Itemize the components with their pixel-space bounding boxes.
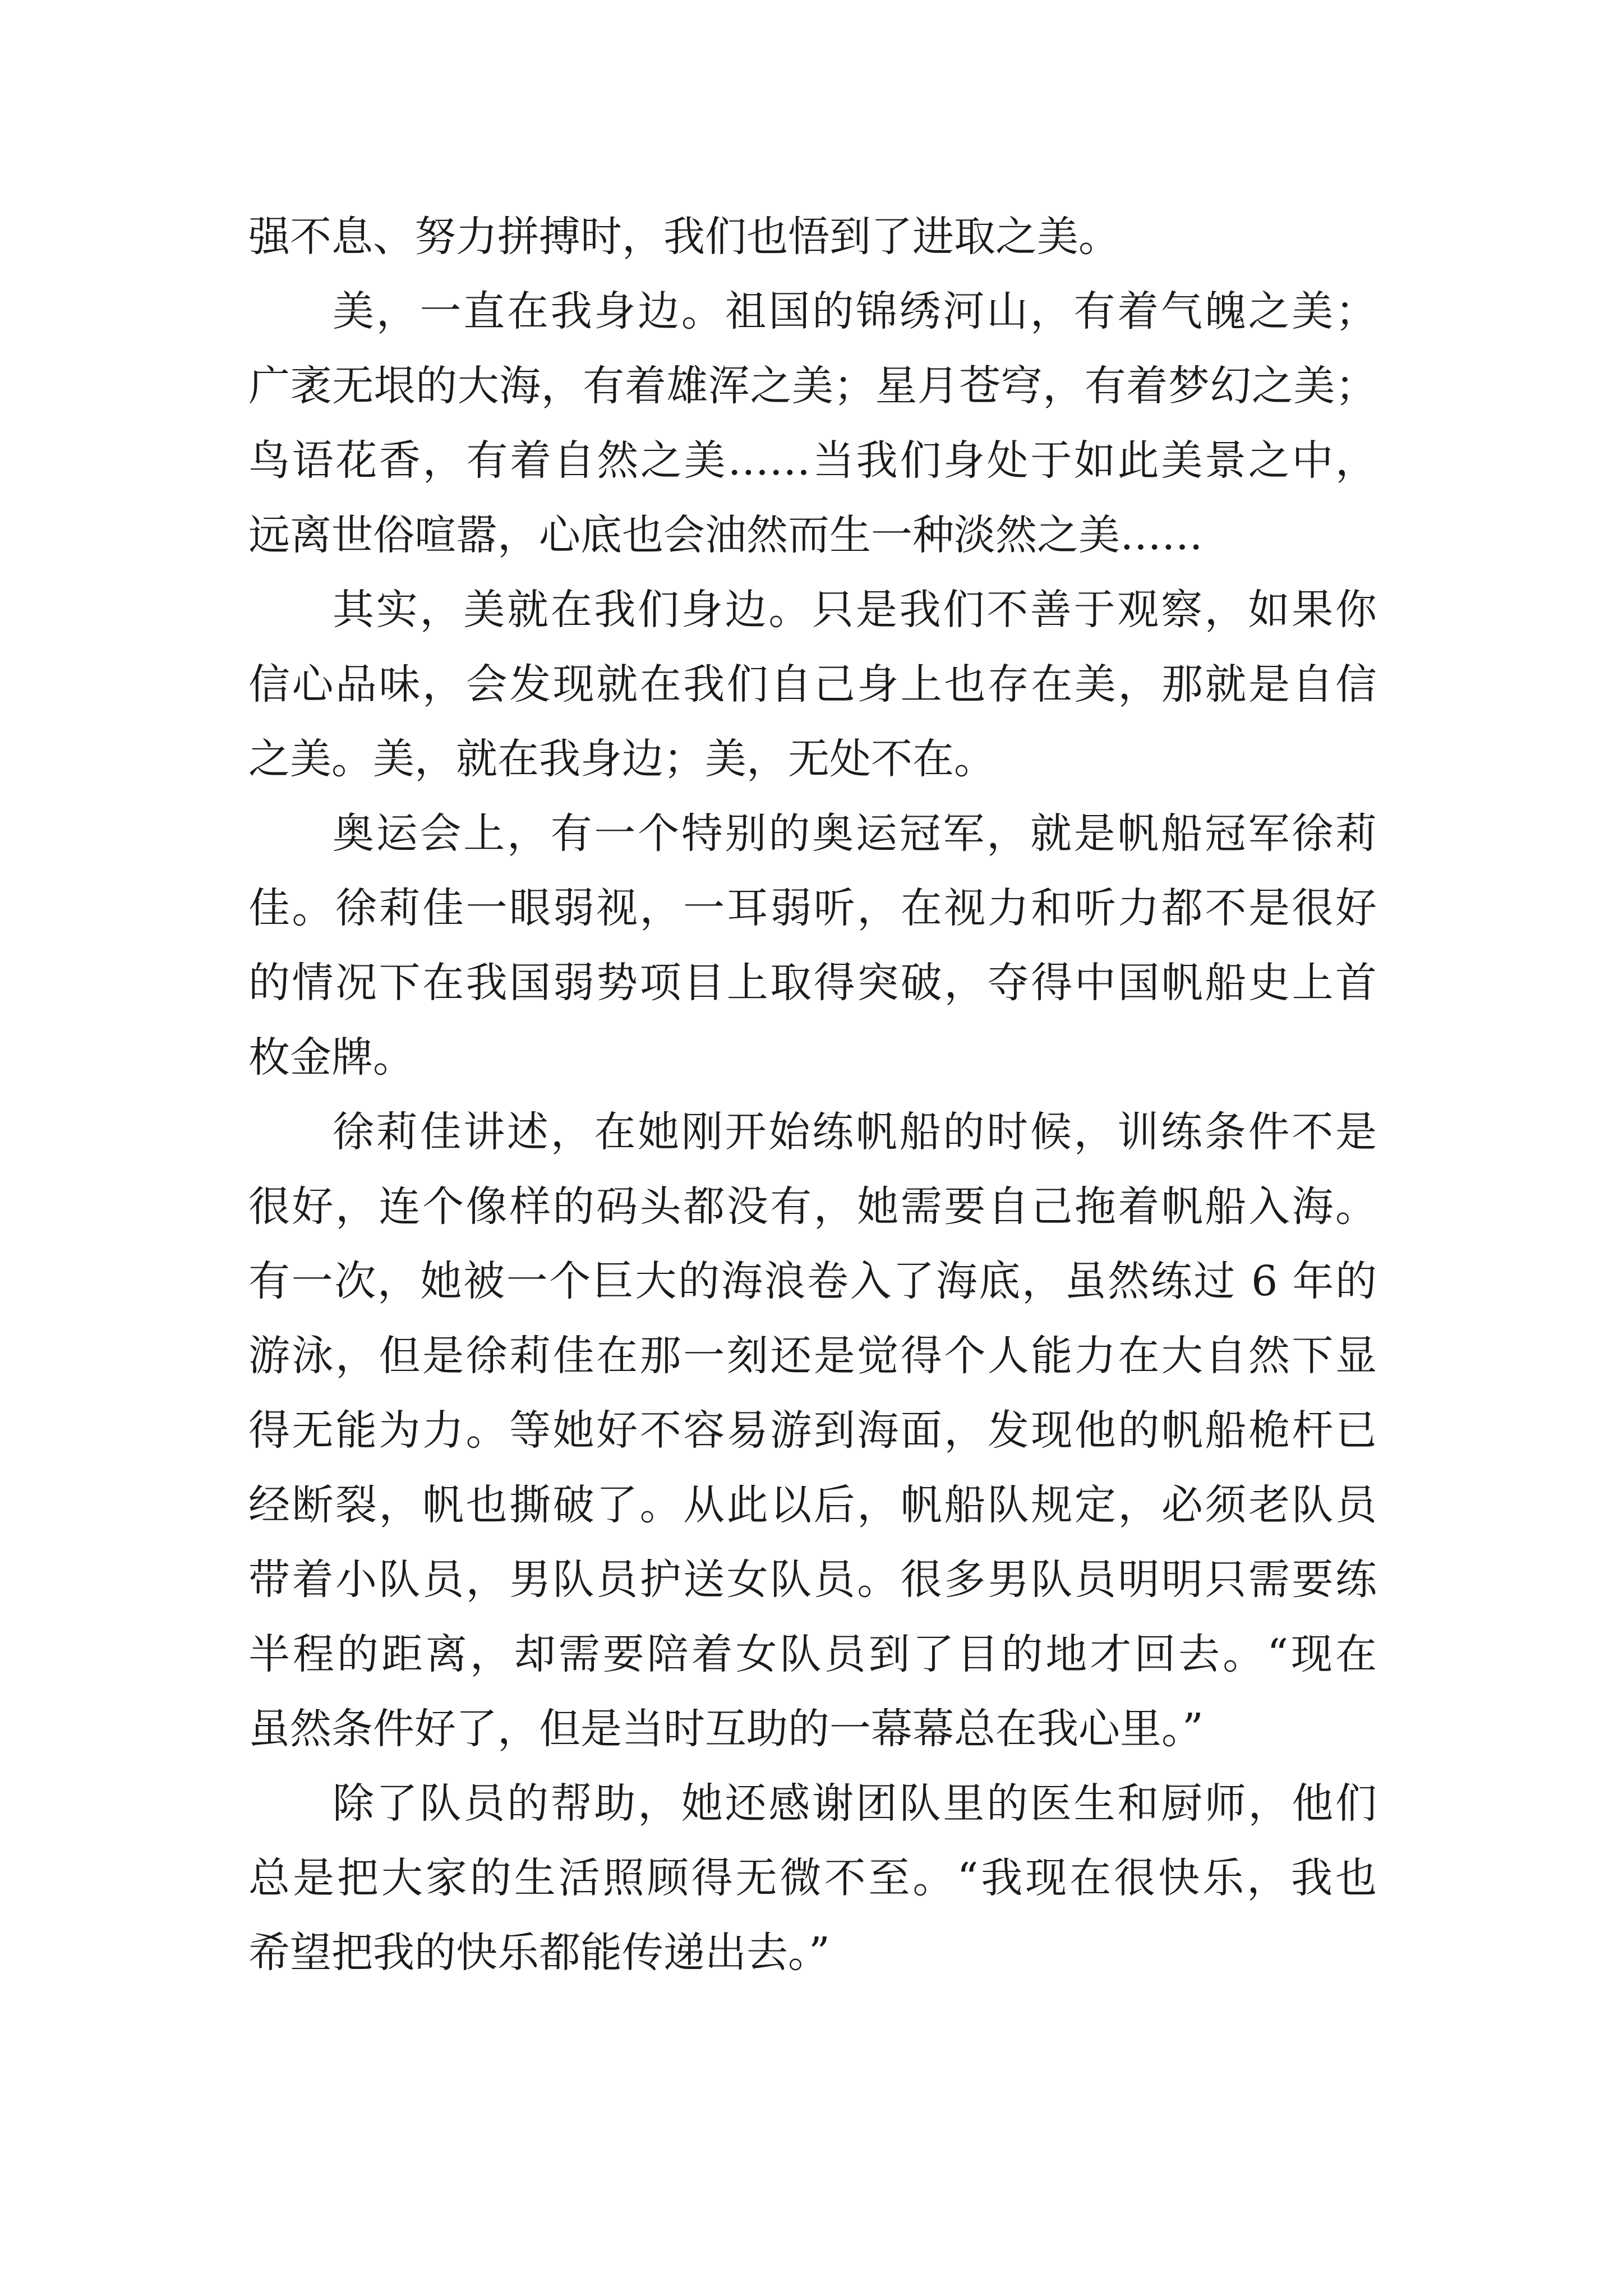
paragraph-line: 广袤无垠的大海，有着雄浑之美；星月苍穹，有着梦幻之美；: [248, 362, 1377, 410]
paragraph-line: 其实，美就在我们身边。只是我们不善于观察，如果你: [333, 586, 1377, 634]
paragraph-line: 佳。徐莉佳一眼弱视，一耳弱听，在视力和听力都不是很好: [248, 884, 1377, 932]
paragraph-line: 虽然条件好了，但是当时互助的一幕幕总在我心里。”: [248, 1705, 1204, 1753]
paragraph-line: 很好，连个像样的码头都没有，她需要自己拖着帆船入海。: [248, 1182, 1377, 1231]
paragraph-line: 美，一直在我身边。祖国的锦绣河山，有着气魄之美；: [333, 287, 1377, 335]
paragraph-line: 总是把大家的生活照顾得无微不至。“我现在很快乐，我也: [248, 1854, 1377, 1902]
paragraph-line: 半程的距离，却需要陪着女队员到了目的地才回去。“现在: [248, 1630, 1377, 1678]
paragraph-line: 信心品味，会发现就在我们自己身上也存在美，那就是自信: [248, 660, 1377, 708]
paragraph-line: 徐莉佳讲述，在她刚开始练帆船的时候，训练条件不是: [333, 1108, 1377, 1156]
paragraph-line: 鸟语花香，有着自然之美……当我们身处于如此美景之中，: [248, 436, 1377, 485]
paragraph-line: 有一次，她被一个巨大的海浪卷入了海底，虽然练过 6 年的: [248, 1257, 1377, 1305]
paragraph-line: 游泳，但是徐莉佳在那一刻还是觉得个人能力在大自然下显: [248, 1332, 1377, 1380]
paragraph-line: 带着小队员，男队员护送女队员。很多男队员明明只需要练: [248, 1556, 1377, 1604]
paragraph-line: 经断裂，帆也撕破了。从此以后，帆船队规定，必须老队员: [248, 1481, 1377, 1529]
paragraph-line: 的情况下在我国弱势项目上取得突破，夺得中国帆船史上首: [248, 959, 1377, 1007]
paragraph-line: 奥运会上，有一个特别的奥运冠军，就是帆船冠军徐莉: [333, 809, 1377, 858]
paragraph-line: 强不息、努力拼搏时，我们也悟到了进取之美。: [248, 213, 1120, 261]
paragraph-line: 之美。美，就在我身边；美，无处不在。: [248, 735, 995, 783]
paragraph-line: 希望把我的快乐都能传递出去。”: [248, 1929, 830, 1977]
paragraph-line: 除了队员的帮助，她还感谢团队里的医生和厨师，他们: [333, 1779, 1377, 1828]
paragraph-line: 得无能为力。等她好不容易游到海面，发现他的帆船桅杆已: [248, 1406, 1377, 1455]
paragraph-line: 枚金牌。: [248, 1033, 414, 1082]
paragraph-line: 远离世俗喧嚣，心底也会油然而生一种淡然之美……: [248, 511, 1203, 559]
